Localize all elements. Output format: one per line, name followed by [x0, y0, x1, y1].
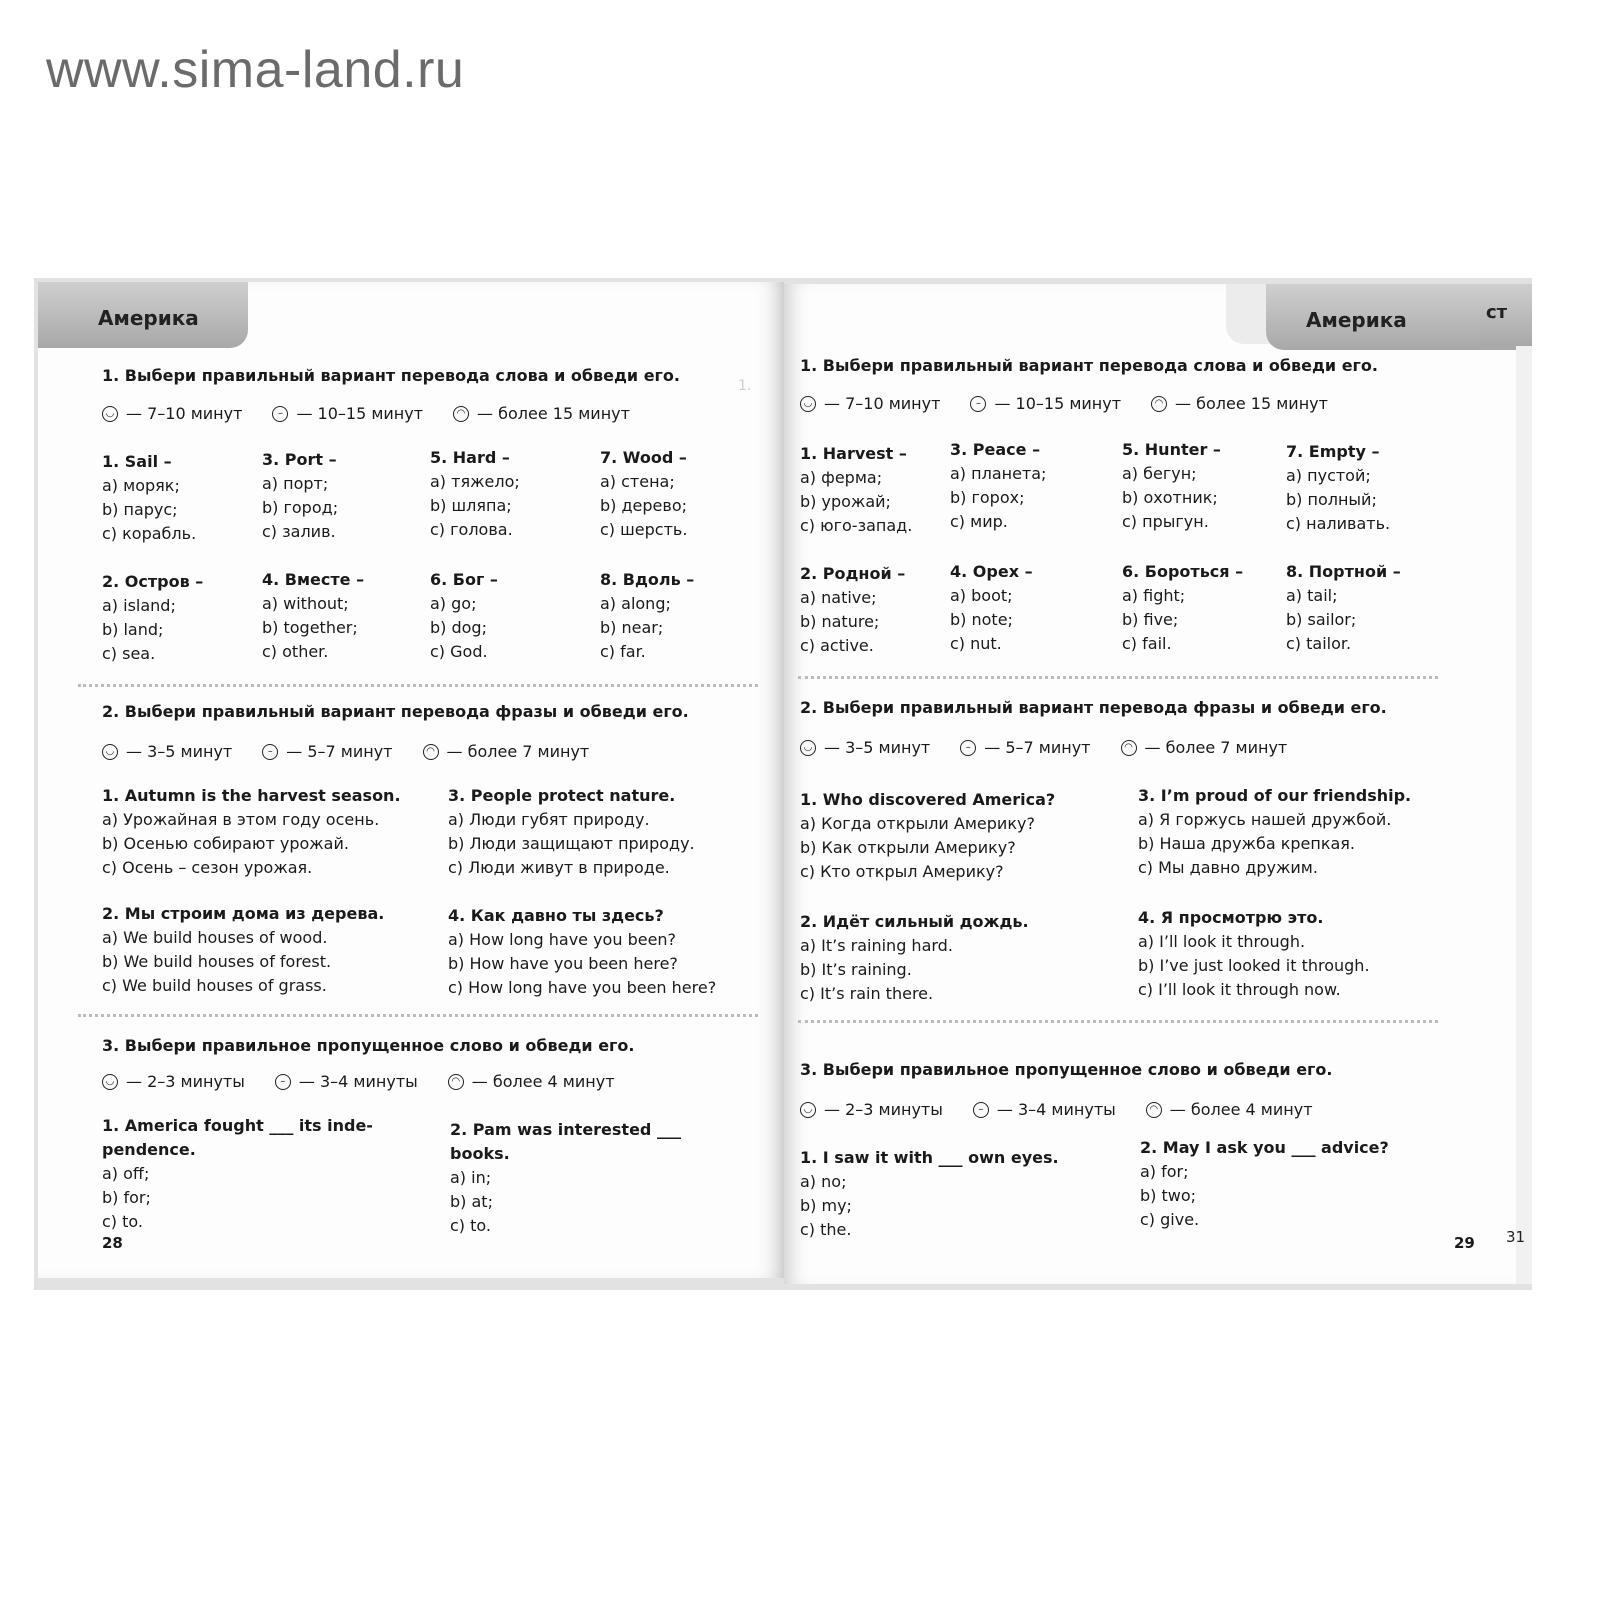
task1-heading: 1. Выбери правильный вариант перевода слова и обведи его. — [800, 356, 1378, 375]
word-item: 6. Бороться – a) fight; b) five; c) fail. — [1122, 562, 1244, 653]
task2-heading: 2. Выбери правильный вариант перевода фразы и обведи его. — [800, 698, 1387, 717]
bleed-through: 1. — [738, 378, 752, 394]
phrase-item: 3. I’m proud of our friendship. a) Я горжусь нашей дружбой. b) Наша дружба крепкая. c) Мы давно дружим. — [1138, 786, 1412, 877]
word-item: 3. Peace – a) планета; b) горох; c) мир. — [950, 440, 1047, 531]
section-tab-title: Америка — [98, 306, 199, 330]
section-divider — [798, 1020, 1438, 1023]
neutral-face-icon: – — [272, 406, 288, 422]
word-item: 1. Harvest – a) ферма; b) урожай; c) юго-запад. — [800, 444, 913, 535]
neutral-face-icon: – — [973, 1102, 989, 1118]
word-item: 8. Вдоль – a) along; b) near; c) far. — [600, 570, 695, 661]
task2-timing: ◡ — 3–5 минут – — 5–7 минут ◠ — более 7 минут — [102, 742, 619, 761]
word-item: 5. Hard – a) тяжело; b) шляпа; c) голова. — [430, 448, 520, 539]
gap-item: 1. I saw it with ___ own eyes. a) no; b) my; c) the. — [800, 1148, 1059, 1239]
word-item: 1. Sail – a) моряк; b) парус; c) корабль. — [102, 452, 197, 543]
happy-face-icon: ◡ — [800, 1102, 816, 1118]
phrase-item: 3. People protect nature. a) Люди губят природу. b) Люди защищают природу. c) Люди живут в природе. — [448, 786, 695, 877]
task3-heading: 3. Выбери правильное пропущенное слово и обведи его. — [800, 1060, 1333, 1079]
left-page — [38, 282, 784, 1278]
section-tab — [38, 282, 248, 348]
sad-face-icon: ◠ — [423, 744, 439, 760]
task3-heading: 3. Выбери правильное пропущенное слово и обведи его. — [102, 1036, 635, 1055]
page-number: 28 — [102, 1234, 123, 1252]
word-item: 5. Hunter – a) бегун; b) охотник; c) прыгун. — [1122, 440, 1221, 531]
word-item: 4. Орех – a) boot; b) note; c) nut. — [950, 562, 1033, 653]
sad-face-icon: ◠ — [1146, 1102, 1162, 1118]
gap-item: 2. May I ask you ___ advice? a) for; b) two; c) give. — [1140, 1138, 1389, 1229]
word-item: 6. Бог – a) go; b) dog; c) God. — [430, 570, 498, 661]
section-tab — [1266, 284, 1516, 350]
phrase-item: 2. Идёт сильный дождь. a) It’s raining hard. b) It’s raining. c) It’s rain there. — [800, 912, 1029, 1003]
phrase-item: 1. Who discovered America? a) Когда открыли Америку? b) Как открыли Америку? c) Кто открыл Америку? — [800, 790, 1056, 881]
task1-timing: ◡ — 7–10 минут – — 10–15 минут ◠ — более 15 минут — [102, 404, 660, 423]
book-spread — [34, 278, 1532, 1290]
right-page — [784, 284, 1516, 1284]
word-item: 4. Вместе – a) without; b) together; c) other. — [262, 570, 365, 661]
sad-face-icon: ◠ — [1121, 740, 1137, 756]
neutral-face-icon: – — [960, 740, 976, 756]
word-item: 7. Empty – a) пустой; b) полный; c) наливать. — [1286, 442, 1391, 533]
section-tab-title: Америка — [1306, 308, 1407, 332]
section-divider — [798, 676, 1438, 679]
watermark: www.sima-land.ru — [46, 41, 465, 99]
happy-face-icon: ◡ — [102, 1074, 118, 1090]
neutral-face-icon: – — [275, 1074, 291, 1090]
phrase-item: 2. Мы строим дома из дерева. a) We build houses of wood. b) We build houses of forest. c) We build houses of grass. — [102, 904, 385, 995]
section-divider — [78, 1014, 758, 1017]
word-item: 3. Port – a) порт; b) город; c) залив. — [262, 450, 339, 541]
word-item: 8. Портной – a) tail; b) sailor; c) tailor. — [1286, 562, 1401, 653]
word-item: 2. Остров – a) island; b) land; c) sea. — [102, 572, 204, 663]
sad-face-icon: ◠ — [448, 1074, 464, 1090]
phrase-item: 4. Я просмотрю это. a) I’ll look it through. b) I’ve just looked it through. c) I’ll look it through now. — [1138, 908, 1370, 999]
next-page-tab: ст — [1480, 284, 1532, 346]
neutral-face-icon: – — [262, 744, 278, 760]
happy-face-icon: ◡ — [102, 744, 118, 760]
task2-timing: ◡ — 3–5 минут – — 5–7 минут ◠ — более 7 минут — [800, 738, 1317, 757]
next-page-edge — [1516, 284, 1532, 1284]
task1-timing: ◡ — 7–10 минут – — 10–15 минут ◠ — более 15 минут — [800, 394, 1358, 413]
word-item: 2. Родной – a) native; b) nature; c) active. — [800, 564, 906, 655]
next-page-number-fragment: 31 — [1506, 1228, 1526, 1246]
page-number: 29 — [1454, 1234, 1475, 1252]
gap-item: 2. Pam was interested ___ books. a) in; b) at; c) to. — [450, 1120, 681, 1235]
task3-timing: ◡ — 2–3 минуты – — 3–4 минуты ◠ — более 4 минут — [800, 1100, 1343, 1119]
phrase-item: 4. Как давно ты здесь? a) How long have you been? b) How have you been here? c) How long have you been here? — [448, 906, 717, 997]
gap-item: 1. America fought ___ its inde- pendence. a) off; b) for; c) to. — [102, 1116, 373, 1231]
sad-face-icon: ◠ — [1151, 396, 1167, 412]
neutral-face-icon: – — [970, 396, 986, 412]
word-item: 7. Wood – a) стена; b) дерево; c) шерсть. — [600, 448, 688, 539]
phrase-item: 1. Autumn is the harvest season. a) Урожайная в этом году осень. b) Осенью собирают урожай. c) Осень – сезон урожая. — [102, 786, 401, 877]
section-divider — [78, 684, 758, 687]
happy-face-icon: ◡ — [800, 740, 816, 756]
task1-heading: 1. Выбери правильный вариант перевода слова и обведи его. — [102, 366, 680, 385]
happy-face-icon: ◡ — [800, 396, 816, 412]
task2-heading: 2. Выбери правильный вариант перевода фразы и обведи его. — [102, 702, 689, 721]
sad-face-icon: ◠ — [453, 406, 469, 422]
task3-timing: ◡ — 2–3 минуты – — 3–4 минуты ◠ — более 4 минут — [102, 1072, 645, 1091]
happy-face-icon: ◡ — [102, 406, 118, 422]
